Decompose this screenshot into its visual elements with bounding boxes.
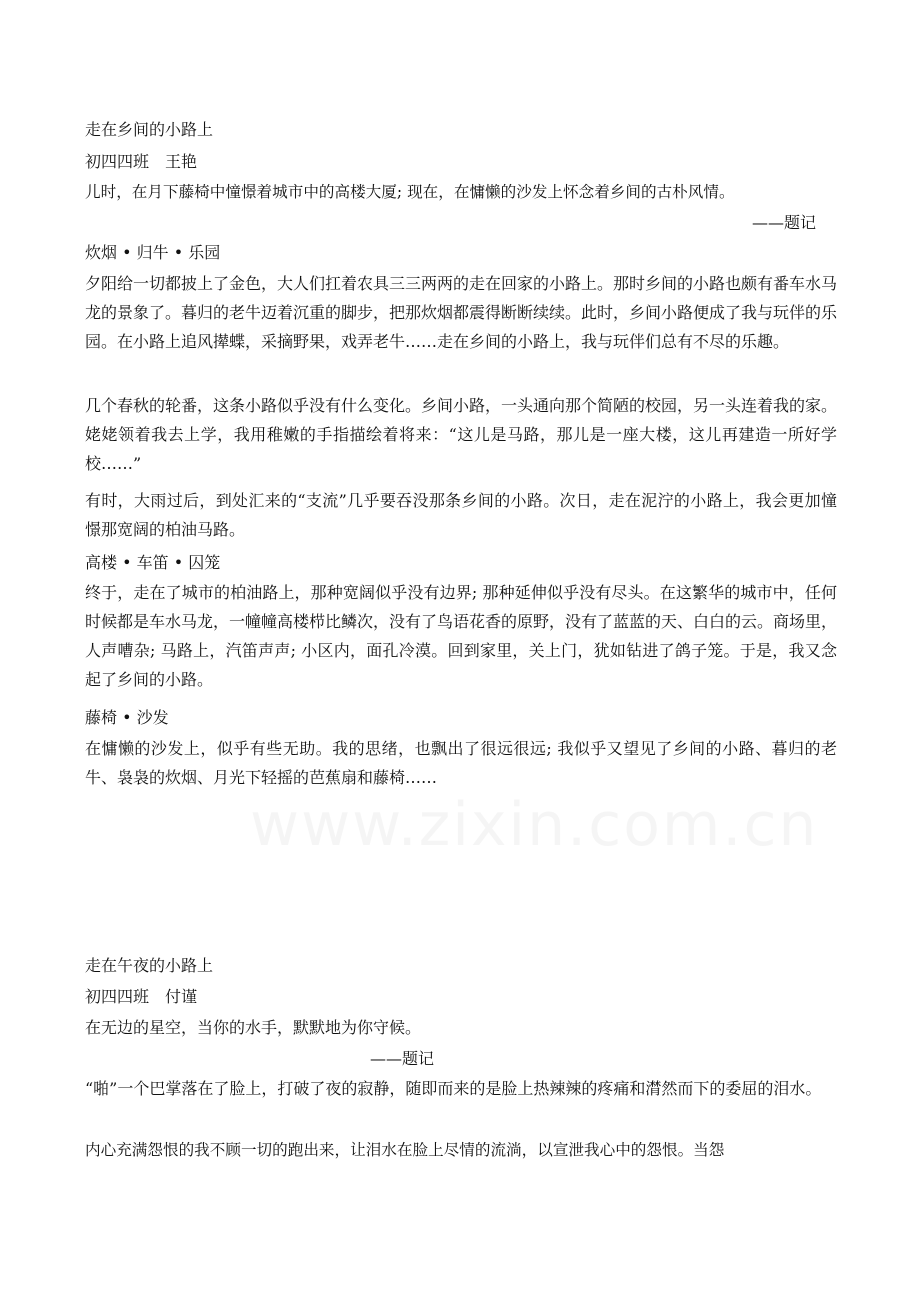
essay1-author: 初四四班 王艳 [85,152,198,171]
essay1-title: 走在乡间的小路上 [85,120,214,139]
essay1-section2-heading: 高楼 • 车笛 • 囚笼 [85,553,221,572]
essay1-paragraph-4: 终于，走在了城市的柏油路上，那种宽阔似乎没有边界; 那种延伸似乎没有尽头。在这繁华的城市中，任何时候都是车水马龙，一幢幢高楼栉比鳞次，没有了鸟语花香的原野，没有了蓝蓝的天、白白的云。商场里，人声嘈杂; 马路上，汽笛声声; 小区内，面孔冷漠。回到家里，关上门，犹如钻进了鸽子笼。于是，我又念起了乡间的小路。 [85,583,838,689]
essay2-signature: ——题记 [370,1049,435,1068]
watermark: www.zixin.com.cn [250,790,819,860]
essay1-section3-heading: 藤椅 • 沙发 [85,708,169,727]
essay1-paragraph-2: 几个春秋的轮番，这条小路似乎没有什么变化。乡间小路，一头通向那个简陋的校园，另一头连着我的家。姥姥领着我去上学，我用稚嫩的手指描绘着将来：“这儿是马路，那儿是一座大楼，这儿再建造一所好学校……” [85,396,838,473]
essay2-title: 走在午夜的小路上 [85,956,214,975]
essay1-paragraph-3: 有时，大雨过后，到处汇来的“支流”几乎要吞没那条乡间的小路。次日，走在泥泞的小路上，我会更加憧憬那宽阔的柏油马路。 [85,491,837,539]
essay1-signature: ——题记 [751,213,816,232]
essay2-paragraph-1: “啪”一个巴掌落在了脸上，打破了夜的寂静，随即而来的是脸上热辣辣的疼痛和潸然而下的委屈的泪水。 [85,1079,822,1098]
essay1-section1-heading: 炊烟 • 归牛 • 乐园 [85,243,221,262]
essay1-paragraph-5: 在慵懒的沙发上，似乎有些无助。我的思绪，也飘出了很远很远; 我似乎又望见了乡间的小路、暮归的老牛、袅袅的炊烟、月光下轻摇的芭蕉扇和藤椅…… [85,739,837,787]
essay2-paragraph-2: 内心充满怨恨的我不顾一切的跑出来，让泪水在脸上尽情的流淌，以宣泄我心中的怨恨。当怨 [85,1141,725,1159]
essay1-paragraph-1: 夕阳给一切都披上了金色，大人们扛着农具三三两两的走在回家的小路上。那时乡间的小路也颇有番车水马龙的景象了。暮归的老牛迈着沉重的脚步，把那炊烟都震得断断续续。此时，乡间小路便成了我与玩伴的乐园。在小路上追风撵蝶，采摘野果，戏弄老牛……走在乡间的小路上，我与玩伴们总有不尽的乐趣。 [85,274,838,351]
essay2-author: 初四四班 付谨 [85,987,198,1006]
essay1-epigraph: 儿时，在月下藤椅中憧憬着城市中的高楼大厦; 现在，在慵懒的沙发上怀念着乡间的古朴风情。 [85,183,735,201]
essay2-epigraph: 在无边的星空，当你的水手，默默地为你守候。 [85,1018,422,1037]
